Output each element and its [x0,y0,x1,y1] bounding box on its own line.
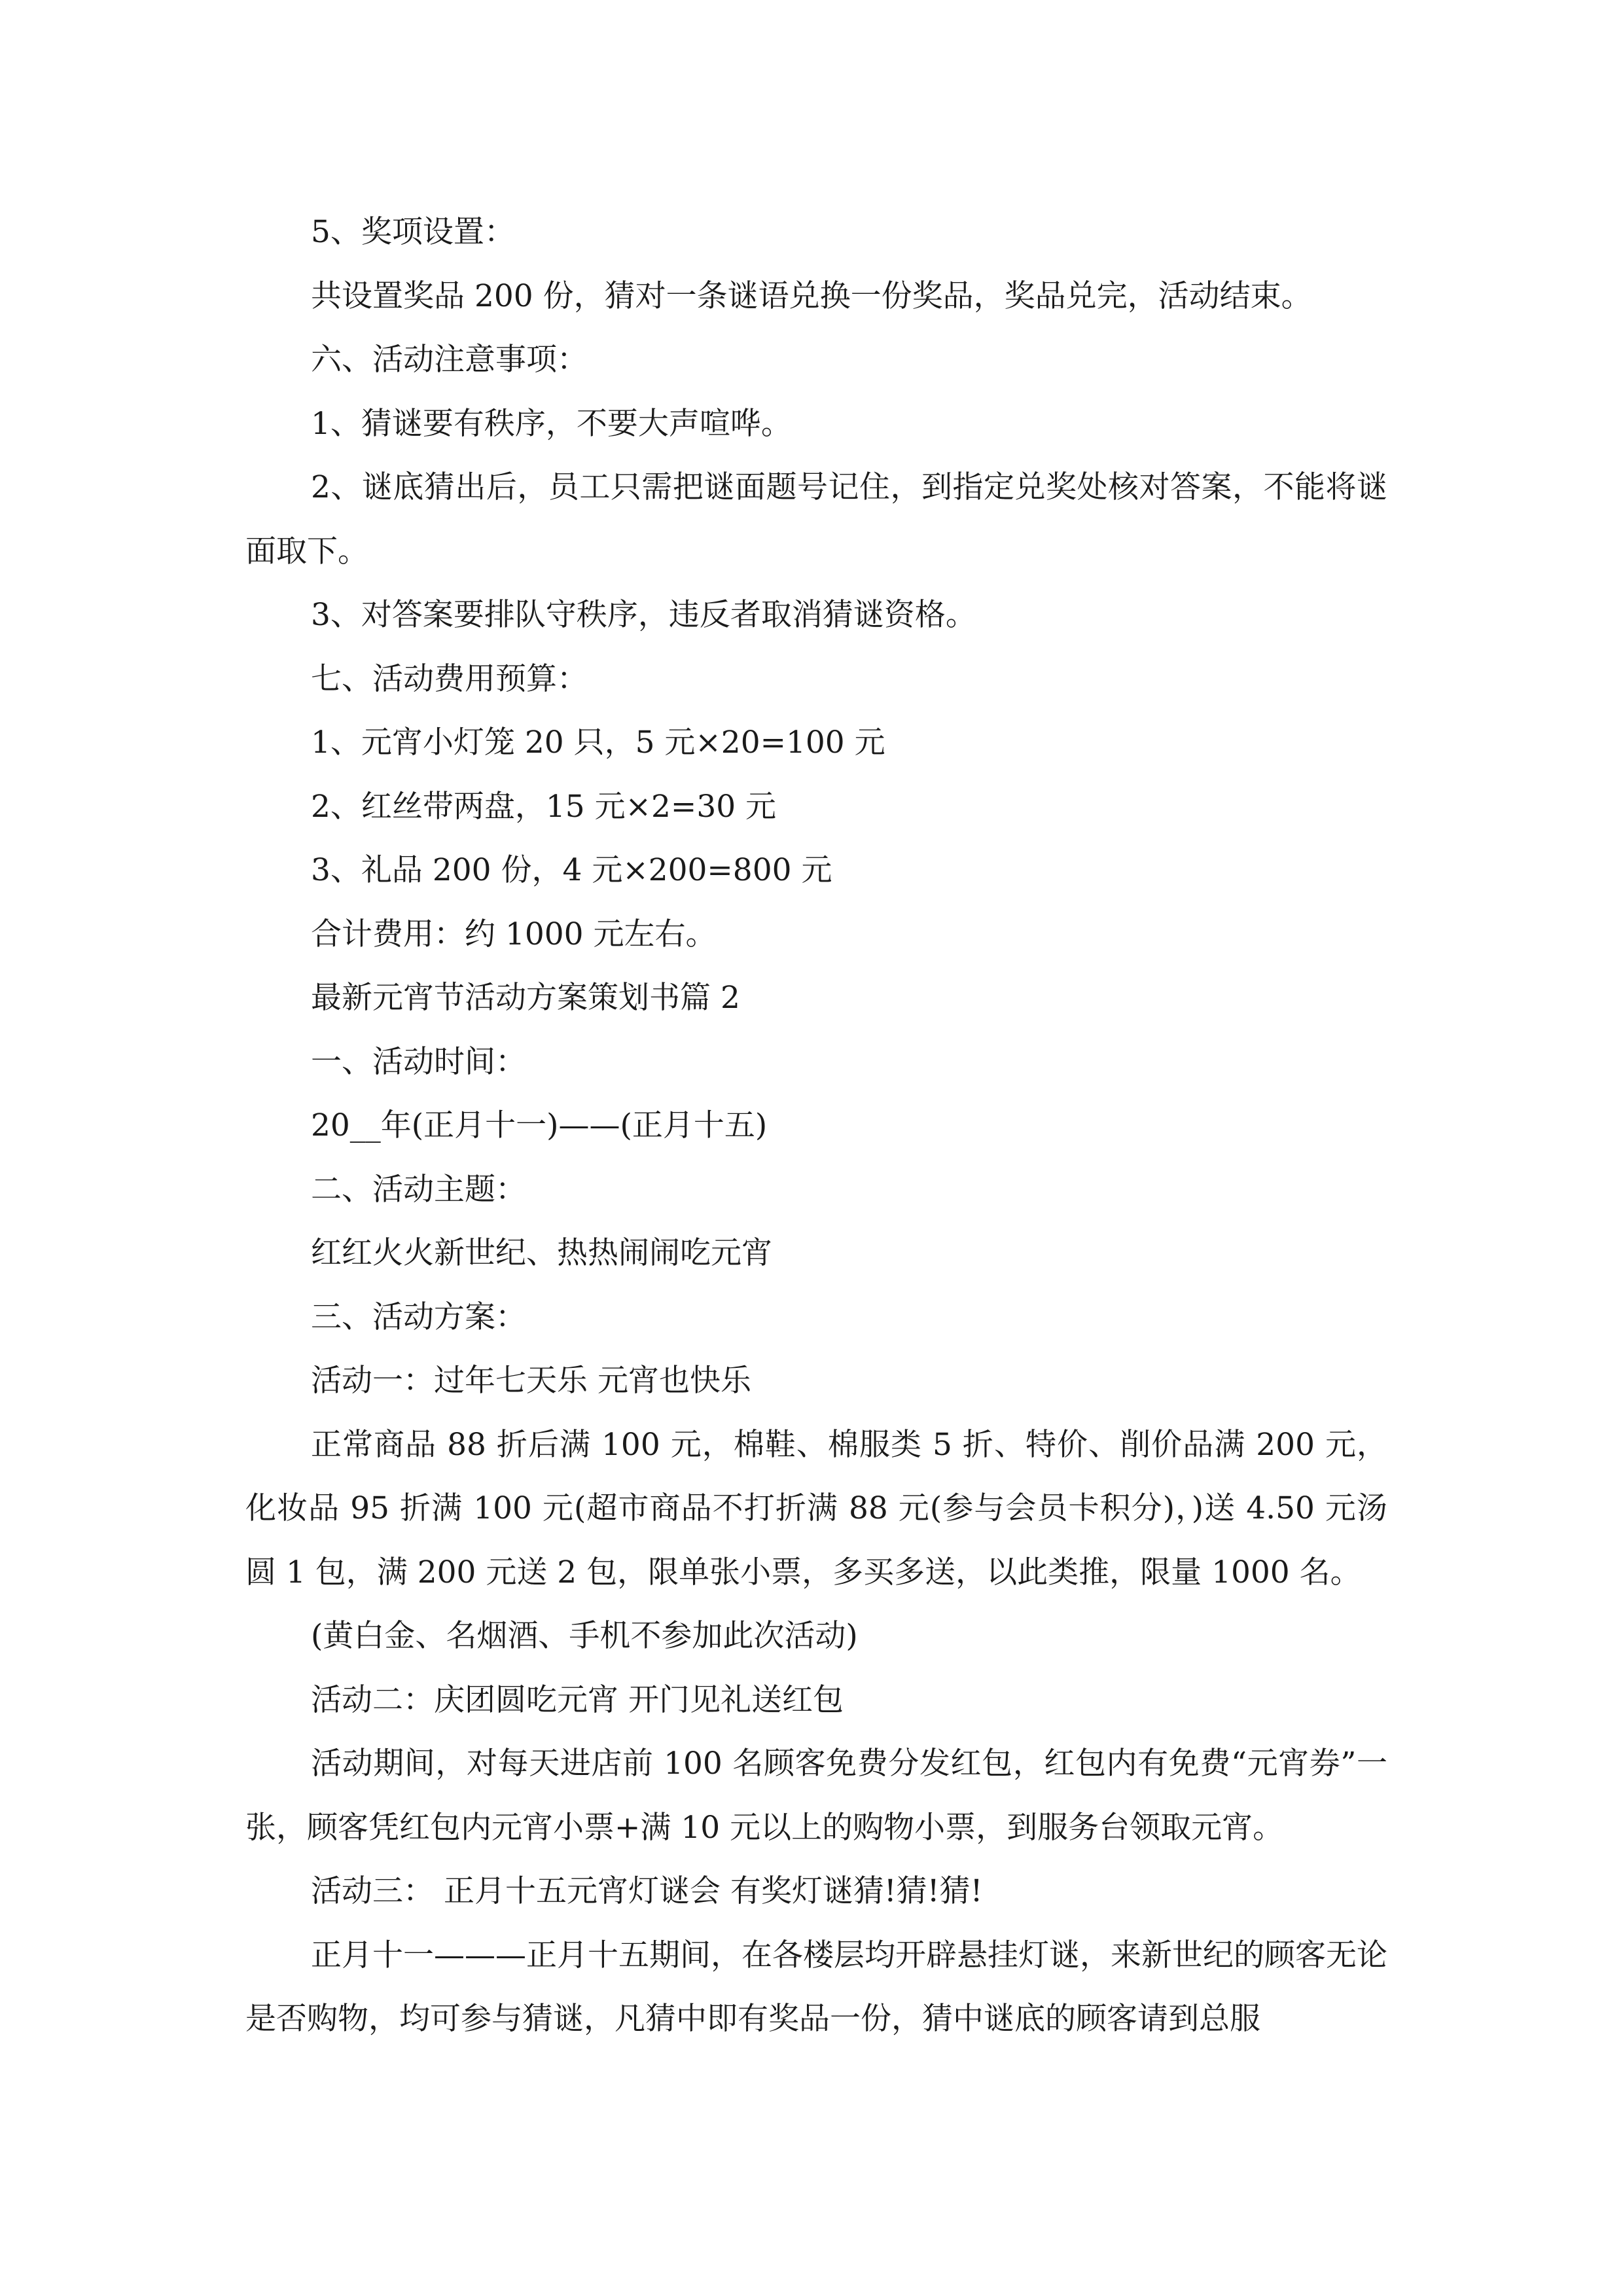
section-heading-time: 一、活动时间： [311,1043,526,1080]
paragraph-note-3: 3、对答案要排队守秩序，违反者取消猜谜资格。 [311,597,976,633]
section-heading-prize-settings: 5、奖项设置： [311,214,515,250]
paragraph-theme: 红红火火新世纪、热热闹闹吃元宵 [311,1235,772,1271]
paragraph-budget-1: 1、元宵小灯笼 20 只，5 元×20=100 元 [311,725,885,761]
section-heading-budget: 七、活动费用预算： [311,660,588,697]
paragraph-activity-1-details: 正常商品 88 折后满 100 元，棉鞋、棉服类 5 折、特价、削价品满 200 元，化妆品 95 折满 100 元(超市商品不打折满 88 元(参与会员卡积分)，)送 4.50 元汤圆 1 包，满 200 元送 2 包，限单张小票，多买多送，以此类推，限量 1000 名。 [245,1426,1387,1590]
section-heading-theme: 二、活动主题： [311,1171,526,1208]
article-title-part-2: 最新元宵节活动方案策划书篇 2 [311,980,740,1016]
activity-3-heading: 活动三： 正月十五元宵灯谜会 有奖灯谜猜!猜!猜! [311,1873,983,1909]
paragraph-time: 20__年(正月十一)——(正月十五) [311,1107,768,1143]
activity-2-heading: 活动二：庆团圆吃元宵 开门见礼送红包 [311,1681,844,1718]
paragraph-activity-3-details: 正月十一———正月十五期间，在各楼层均开辟悬挂灯谜，来新世纪的顾客无论是否购物，均可参与猜谜，凡猜中即有奖品一份，猜中谜底的顾客请到总服 [245,1937,1387,2037]
paragraph-activity-2-details: 活动期间，对每天进店前 100 名顾客免费分发红包，红包内有免费“元宵券”一张，顾客凭红包内元宵小票+满 10 元以上的购物小票，到服务台领取元宵。 [245,1746,1387,1846]
paragraph-prize-count: 共设置奖品 200 份，猜对一条谜语兑换一份奖品，奖品兑完，活动结束。 [311,278,1312,314]
paragraph-note-1: 1、猜谜要有秩序，不要大声喧哗。 [311,405,792,442]
document-body [245,200,1387,2051]
paragraph-budget-3: 3、礼品 200 份，4 元×200=800 元 [311,852,832,888]
section-heading-notes: 六、活动注意事项： [311,342,588,378]
paragraph-activity-1-exclusions: (黄白金、名烟酒、手机不参加此次活动) [311,1618,858,1654]
paragraph-note-2: 2、谜底猜出后，员工只需把谜面题号记住，到指定兑奖处核对答案，不能将谜面取下。 [245,469,1387,569]
paragraph-budget-2: 2、红丝带两盘，15 元×2=30 元 [311,788,777,825]
paragraph-budget-total: 合计费用：约 1000 元左右。 [311,916,717,952]
section-heading-plan: 三、活动方案： [311,1299,526,1335]
activity-1-heading: 活动一：过年七天乐 元宵也快乐 [311,1363,751,1399]
